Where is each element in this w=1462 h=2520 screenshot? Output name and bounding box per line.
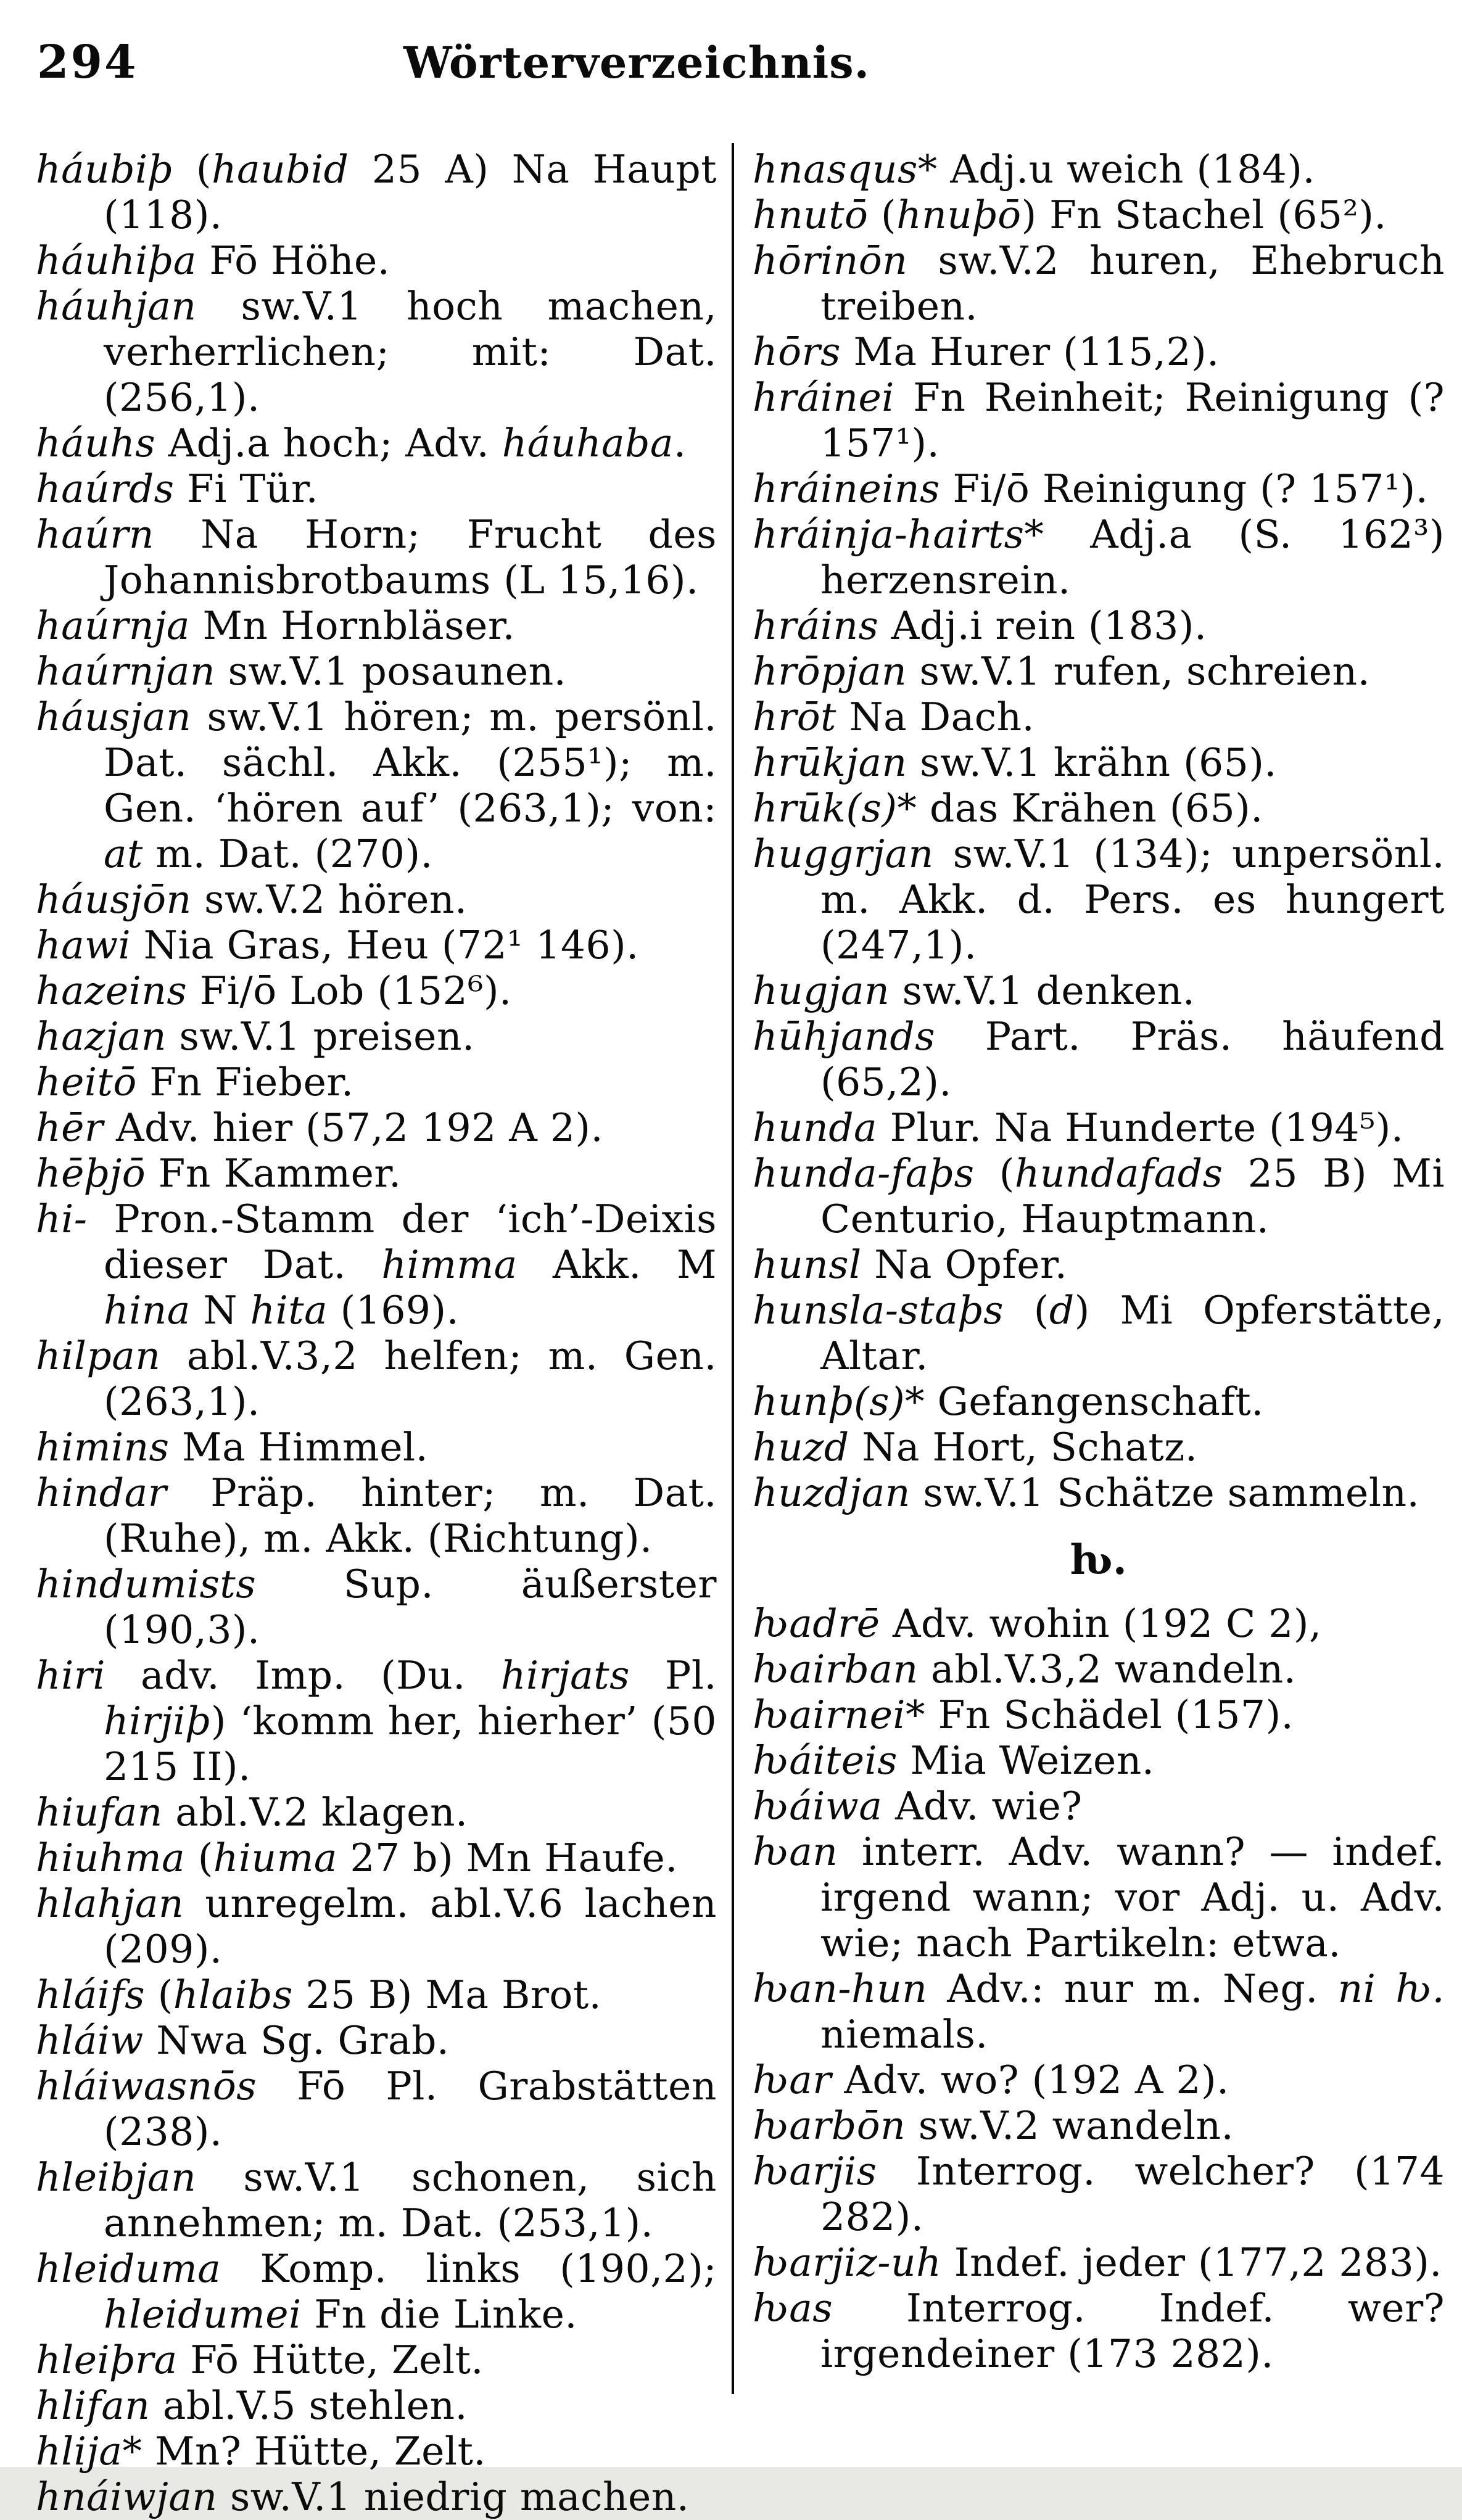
gothic-term: haúrnja: [36, 603, 190, 648]
dictionary-entry: [753, 466, 1445, 512]
gothic-term: hrōt: [753, 694, 836, 739]
entry-text: Mn? Hütte, Zelt.: [142, 2429, 486, 2474]
entry-text: Ma Hurer (115,2).: [840, 329, 1220, 374]
gothic-term: hlaibs: [173, 1972, 293, 2017]
dictionary-entry: [36, 2155, 717, 2246]
entry-text: Fn die Linke.: [301, 2292, 577, 2337]
gothic-term: ƕairban: [753, 1647, 919, 1692]
entry-text: Na Horn; Frucht des Johannisbrotbaums (L 15,16).: [104, 512, 717, 603]
entry-text: interr. Adv. wann? — indef. irgend wann; vor Adj. u. Adv. wie; nach Partikeln: etwa.: [820, 1829, 1445, 1966]
dictionary-entry: [753, 1014, 1445, 1105]
dictionary-entry: [36, 694, 717, 877]
entry-text: 27 b) Mn Haufe.: [337, 1835, 678, 1880]
dictionary-entry: [36, 1835, 717, 1881]
gothic-term: hazeins: [36, 968, 188, 1013]
dictionary-entry: [36, 421, 717, 466]
entry-text: ) Mi Opferstätte, Altar.: [820, 1288, 1445, 1378]
entry-text: Fi Tür.: [174, 466, 319, 511]
dictionary-entry: [36, 1060, 717, 1105]
dictionary-entry: [753, 192, 1445, 238]
dictionary-entry: [753, 831, 1445, 968]
gothic-term: hunsla-staþs: [753, 1288, 1004, 1333]
dictionary-entry: [753, 2149, 1445, 2240]
entry-text: Part. Präs. häufend (65,2).: [820, 1014, 1445, 1105]
gothic-term: hráins: [753, 603, 879, 648]
dictionary-entry: [36, 1014, 717, 1060]
gothic-term: hunþ(s)*: [753, 1379, 925, 1424]
dictionary-entry: [36, 1333, 717, 1425]
gothic-term: ƕáiwa: [753, 1784, 883, 1829]
gothic-term: hrūkjan: [753, 740, 907, 785]
gothic-term: hnáiwjan: [36, 2474, 218, 2519]
entry-text: Fn Fieber.: [136, 1060, 354, 1105]
dictionary-entry: [753, 512, 1445, 603]
gothic-term: hi-: [36, 1196, 88, 1241]
gothic-term: hleibjan: [36, 2155, 197, 2200]
entry-text: Sup. äußerster (190,3).: [104, 1562, 717, 1652]
dictionary-entry: [753, 1105, 1445, 1151]
gothic-term: hundafads: [1014, 1151, 1223, 1196]
dictionary-entry: [753, 1470, 1445, 1516]
dictionary-entry: [36, 466, 717, 512]
entry-text: (: [974, 1151, 1015, 1196]
entry-text: unregelm. abl.V.6 lachen (209).: [104, 1881, 717, 1972]
gothic-term: ƕadrē: [753, 1601, 880, 1646]
gothic-term: ƕáiteis: [753, 1738, 898, 1783]
gothic-term: haubid: [211, 147, 349, 192]
entry-text: abl.V.2 klagen.: [162, 1790, 468, 1835]
dictionary-entry: [753, 2103, 1445, 2149]
dictionary-entry: [36, 147, 717, 238]
gothic-term: hlija*: [36, 2429, 142, 2474]
dictionary-entry: [753, 329, 1445, 375]
dictionary-entry: [36, 512, 717, 603]
entry-text: (: [185, 1835, 213, 1880]
entry-text: Mn Hornbläser.: [190, 603, 516, 648]
dictionary-entry: [753, 1784, 1445, 1829]
gothic-term: huzdjan: [753, 1470, 911, 1515]
dictionary-entry: [753, 1829, 1445, 1966]
gothic-term: himins: [36, 1425, 170, 1470]
entry-text: Nwa Sg. Grab.: [143, 2018, 450, 2063]
entry-text: Fō Höhe.: [196, 238, 390, 283]
entry-text: sw.V.1 denken.: [890, 968, 1196, 1013]
entry-text: Pron.-Stamm der ‘ich’-Deixis dieser Dat.: [87, 1196, 717, 1287]
gothic-term: hráineins: [753, 466, 940, 511]
entry-text: Fn Kammer.: [146, 1151, 402, 1196]
gothic-term: d: [1049, 1288, 1075, 1333]
dictionary-entry: [753, 603, 1445, 649]
entry-text: sw.V.2 wandeln.: [906, 2103, 1234, 2148]
dictionary-entry: [753, 649, 1445, 694]
entry-text: sw.V.1 (134); unpersönl. m. Akk. d. Pers. es hungert (247,1).: [820, 831, 1445, 968]
gothic-term: hleiduma: [36, 2246, 221, 2291]
entry-text: Nia Gras, Heu (72¹ 146).: [131, 923, 639, 968]
entry-text: sw.V.1 hoch machen, verherrlichen; mit: Dat. (256,1).: [104, 284, 717, 420]
dictionary-entry: [36, 2383, 717, 2429]
entry-text: Pl.: [629, 1653, 717, 1698]
entry-text: das Krähen (65).: [917, 786, 1263, 831]
entry-text: 25 B) Ma Brot.: [292, 1972, 602, 2017]
gothic-term: hleidumei: [104, 2292, 302, 2337]
gothic-term: at: [104, 831, 143, 876]
gothic-term: heitō: [36, 1060, 137, 1105]
section-heading: ƕ.: [1070, 1536, 1128, 1584]
entry-text: adv. Imp. (Du.: [105, 1653, 501, 1698]
gothic-term: hiuhma: [36, 1835, 186, 1880]
gothic-term: hawi: [36, 923, 131, 968]
dictionary-entry: [753, 1379, 1445, 1425]
entry-text: Präp. hinter; m. Dat. (Ruhe), m. Akk. (Richtung).: [104, 1470, 717, 1561]
entry-text: Adv. wohin (192 C 2),: [880, 1601, 1322, 1646]
right-column: [753, 147, 1445, 2377]
gothic-term: hláifs: [36, 1972, 146, 2017]
dictionary-entry: [36, 877, 717, 923]
gothic-term: ƕas: [753, 2286, 833, 2331]
gothic-term: hūhjands: [753, 1014, 936, 1059]
dictionary-entry: [753, 375, 1445, 466]
entry-text: Na Dach.: [836, 694, 1035, 739]
gothic-term: hita: [250, 1288, 328, 1333]
entry-text: sw.V.2 huren, Ehebruch treiben.: [820, 238, 1445, 329]
dictionary-entry: [36, 238, 717, 284]
entry-text: sw.V.1 schonen, sich annehmen; m. Dat. (253,1).: [104, 2155, 717, 2246]
dictionary-entry: [753, 1966, 1445, 2057]
gothic-term: hrūk(s)*: [753, 786, 917, 831]
gothic-term: hunsl: [753, 1242, 862, 1287]
entry-text: Interrog. welcher? (174 282).: [820, 2149, 1445, 2239]
entry-text: Mia Weizen.: [898, 1738, 1155, 1783]
left-column: [36, 147, 717, 2520]
dictionary-entry: [36, 923, 717, 968]
entry-text: (169).: [328, 1288, 460, 1333]
dictionary-entry: [36, 603, 717, 649]
dictionary-entry: [36, 284, 717, 421]
dictionary-entry: [36, 2474, 717, 2520]
entry-text: Fn Reinheit; Reinigung (? 157¹).: [820, 375, 1445, 466]
gothic-term: hindar: [36, 1470, 167, 1515]
gothic-term: hōrs: [753, 329, 841, 374]
entry-text: abl.V.5 stehlen.: [150, 2383, 468, 2428]
dictionary-entry: [753, 2240, 1445, 2286]
gothic-term: hēþjō: [36, 1151, 146, 1196]
entry-text: sw.V.1 niedrig machen.: [217, 2474, 690, 2519]
dictionary-entry: [753, 1647, 1445, 1692]
entry-text: (: [868, 192, 897, 237]
page-title: Wörterverzeichnis.: [403, 37, 870, 88]
entry-text: sw.V.1 krähn (65).: [907, 740, 1277, 785]
entry-text: Adj.a hoch; Adv.: [155, 421, 502, 466]
dictionary-entry: [36, 1881, 717, 1972]
entry-text: (: [173, 147, 212, 192]
dictionary-entry: [36, 1790, 717, 1835]
gothic-term: haúrn: [36, 512, 154, 557]
gothic-term: hleiþra: [36, 2337, 178, 2382]
column-divider: [732, 143, 734, 2394]
gothic-term: hunda: [753, 1105, 878, 1150]
gothic-term: huggrjan: [753, 831, 934, 876]
gothic-term: ƕarjis: [753, 2149, 877, 2194]
entry-text: abl.V.3,2 helfen; m. Gen. (263,1).: [104, 1333, 717, 1424]
dictionary-entry: [36, 1105, 717, 1151]
gothic-term: himma: [381, 1242, 518, 1287]
dictionary-entry: [753, 786, 1445, 831]
gothic-term: háusjan: [36, 694, 192, 739]
dictionary-entry: [753, 740, 1445, 786]
entry-text: niemals.: [820, 2012, 988, 2057]
dictionary-entry: [753, 1242, 1445, 1288]
dictionary-entry: [36, 1151, 717, 1196]
dictionary-entry: [36, 968, 717, 1014]
entry-text: m. Dat. (270).: [142, 831, 434, 876]
entry-text: sw.V.1 hören; m. persönl. Dat. sächl. Akk. (255¹); m. Gen. ‘hören auf’ (263,1); von:: [104, 694, 717, 831]
dictionary-entry: [36, 1972, 717, 2018]
entry-text: sw.V.1 preisen.: [167, 1014, 475, 1059]
page-number: 294: [37, 36, 138, 89]
gothic-term: háuhaba: [502, 421, 674, 466]
gothic-term: ƕarbōn: [753, 2103, 906, 2148]
dictionary-entry: [753, 238, 1445, 329]
gothic-term: hráinja-hairts*: [753, 512, 1044, 557]
entry-text: (: [145, 1972, 173, 2017]
gothic-term: háuhiþa: [36, 238, 197, 283]
entry-text: .: [673, 421, 687, 466]
gothic-term: haúrnjan: [36, 649, 216, 694]
gothic-term: hirjiþ: [104, 1699, 211, 1744]
gothic-term: ƕairnei*: [753, 1692, 926, 1737]
dictionary-entry: [753, 1151, 1445, 1242]
entry-text: Plur. Na Hunderte (194⁵).: [877, 1105, 1404, 1150]
dictionary-entry: [36, 2429, 717, 2474]
dictionary-entry: [753, 1425, 1445, 1470]
entry-text: Fō Hütte, Zelt.: [177, 2337, 484, 2382]
gothic-term: hirjats: [500, 1653, 630, 1698]
gothic-term: hnutō: [753, 192, 869, 237]
entry-text: Adj.u weich (184).: [937, 147, 1315, 192]
gothic-term: hazjan: [36, 1014, 167, 1059]
dictionary-entry: [36, 649, 717, 694]
dictionary-entry: [36, 2337, 717, 2383]
dictionary-entry: [753, 1601, 1445, 1647]
entry-text: Gefangenschaft.: [925, 1379, 1264, 1424]
dictionary-entry: [36, 1562, 717, 1653]
entry-text: sw.V.1 rufen, schreien.: [907, 649, 1371, 694]
entry-text: N: [190, 1288, 250, 1333]
entry-text: Na Hort, Schatz.: [849, 1425, 1198, 1470]
gothic-term: ƕan-hun: [753, 1966, 928, 2011]
dictionary-entry: [753, 1692, 1445, 1738]
dictionary-entry: [753, 1288, 1445, 1379]
gothic-term: hina: [104, 1288, 191, 1333]
gothic-term: ƕan: [753, 1829, 838, 1874]
dictionary-entry: [36, 1196, 717, 1333]
dictionary-entry: [753, 2057, 1445, 2103]
entry-text: ) ‘komm her, hierher’ (50 215 II).: [104, 1699, 717, 1789]
gothic-term: haúrds: [36, 466, 175, 511]
gothic-term: ƕar: [753, 2057, 832, 2102]
gothic-term: háusjōn: [36, 877, 192, 922]
gothic-term: háubiþ: [36, 147, 173, 192]
entry-text: Adv. hier (57,2 192 A 2).: [103, 1105, 604, 1150]
entry-text: (: [1003, 1288, 1049, 1333]
gothic-term: hindumists: [36, 1562, 257, 1607]
entry-text: 25 A) Na Haupt (118).: [104, 147, 717, 237]
gothic-term: hlahjan: [36, 1881, 184, 1926]
dictionary-entry: [36, 2064, 717, 2155]
entry-text: Komp. links (190,2);: [221, 2246, 717, 2291]
gothic-term: hilpan: [36, 1333, 161, 1378]
dictionary-entry: [36, 2246, 717, 2337]
entry-text: sw.V.2 hören.: [191, 877, 468, 922]
entry-text: Adj.a (S. 162³) herzensrein.: [820, 512, 1445, 603]
entry-text: Akk. M: [517, 1242, 717, 1287]
gothic-term: hēr: [36, 1105, 104, 1150]
gothic-term: hláiw: [36, 2018, 144, 2063]
dictionary-entry: [753, 2286, 1445, 2377]
dictionary-entry: [753, 694, 1445, 740]
entry-text: Indef. jeder (177,2 283).: [941, 2240, 1442, 2285]
gothic-term: hnuþō: [896, 192, 1022, 237]
dictionary-entry: [753, 968, 1445, 1014]
entry-text: Adj.i rein (183).: [878, 603, 1207, 648]
gothic-term: hiufan: [36, 1790, 163, 1835]
dictionary-entry: [753, 147, 1445, 192]
gothic-term: huzd: [753, 1425, 849, 1470]
entry-text: Adv. wie?: [882, 1784, 1083, 1829]
entry-text: Adv. wo? (192 A 2).: [831, 2057, 1229, 2102]
entry-text: Fō Pl. Grabstätten (238).: [104, 2064, 717, 2154]
entry-text: Ma Himmel.: [169, 1425, 429, 1470]
dictionary-entry: [36, 1653, 717, 1790]
gothic-term: hiri: [36, 1653, 105, 1698]
gothic-term: ni ƕ.: [1337, 1966, 1445, 2011]
entry-text: ) Fn Stachel (65²).: [1021, 192, 1387, 237]
entry-text: Na Opfer.: [861, 1242, 1068, 1287]
entry-text: Fn Schädel (157).: [925, 1692, 1294, 1737]
entry-text: Fi/ō Reinigung (? 157¹).: [940, 466, 1429, 511]
gothic-term: hugjan: [753, 968, 890, 1013]
gothic-term: háuhs: [36, 421, 156, 466]
gothic-term: hiuma: [213, 1835, 337, 1880]
entry-text: sw.V.1 Schätze sammeln.: [910, 1470, 1420, 1515]
dictionary-entry: [36, 1470, 717, 1562]
gothic-term: hláiwasnōs: [36, 2064, 257, 2109]
gothic-term: hrōpjan: [753, 649, 907, 694]
gothic-term: hunda-faþs: [753, 1151, 975, 1196]
entry-text: abl.V.3,2 wandeln.: [918, 1647, 1297, 1692]
entry-text: Fi/ō Lob (152⁶).: [187, 968, 512, 1013]
gothic-term: háuhjan: [36, 284, 197, 329]
gothic-term: hōrinōn: [753, 238, 908, 283]
dictionary-entry: [36, 1425, 717, 1470]
gothic-term: ƕarjiz-uh: [753, 2240, 942, 2285]
gothic-term: hnasqus*: [753, 147, 938, 192]
gothic-term: hráinei: [753, 375, 894, 420]
entry-text: sw.V.1 posaunen.: [215, 649, 567, 694]
entry-text: 25 B) Mi Centurio, Hauptmann.: [820, 1151, 1445, 1241]
entry-text: Adv.: nur m. Neg.: [927, 1966, 1338, 2011]
dictionary-entry: [753, 1738, 1445, 1784]
entry-text: Interrog. Indef. wer? irgendeiner (173 282).: [820, 2286, 1445, 2376]
gothic-term: hlifan: [36, 2383, 151, 2428]
dictionary-entry: [36, 2018, 717, 2064]
